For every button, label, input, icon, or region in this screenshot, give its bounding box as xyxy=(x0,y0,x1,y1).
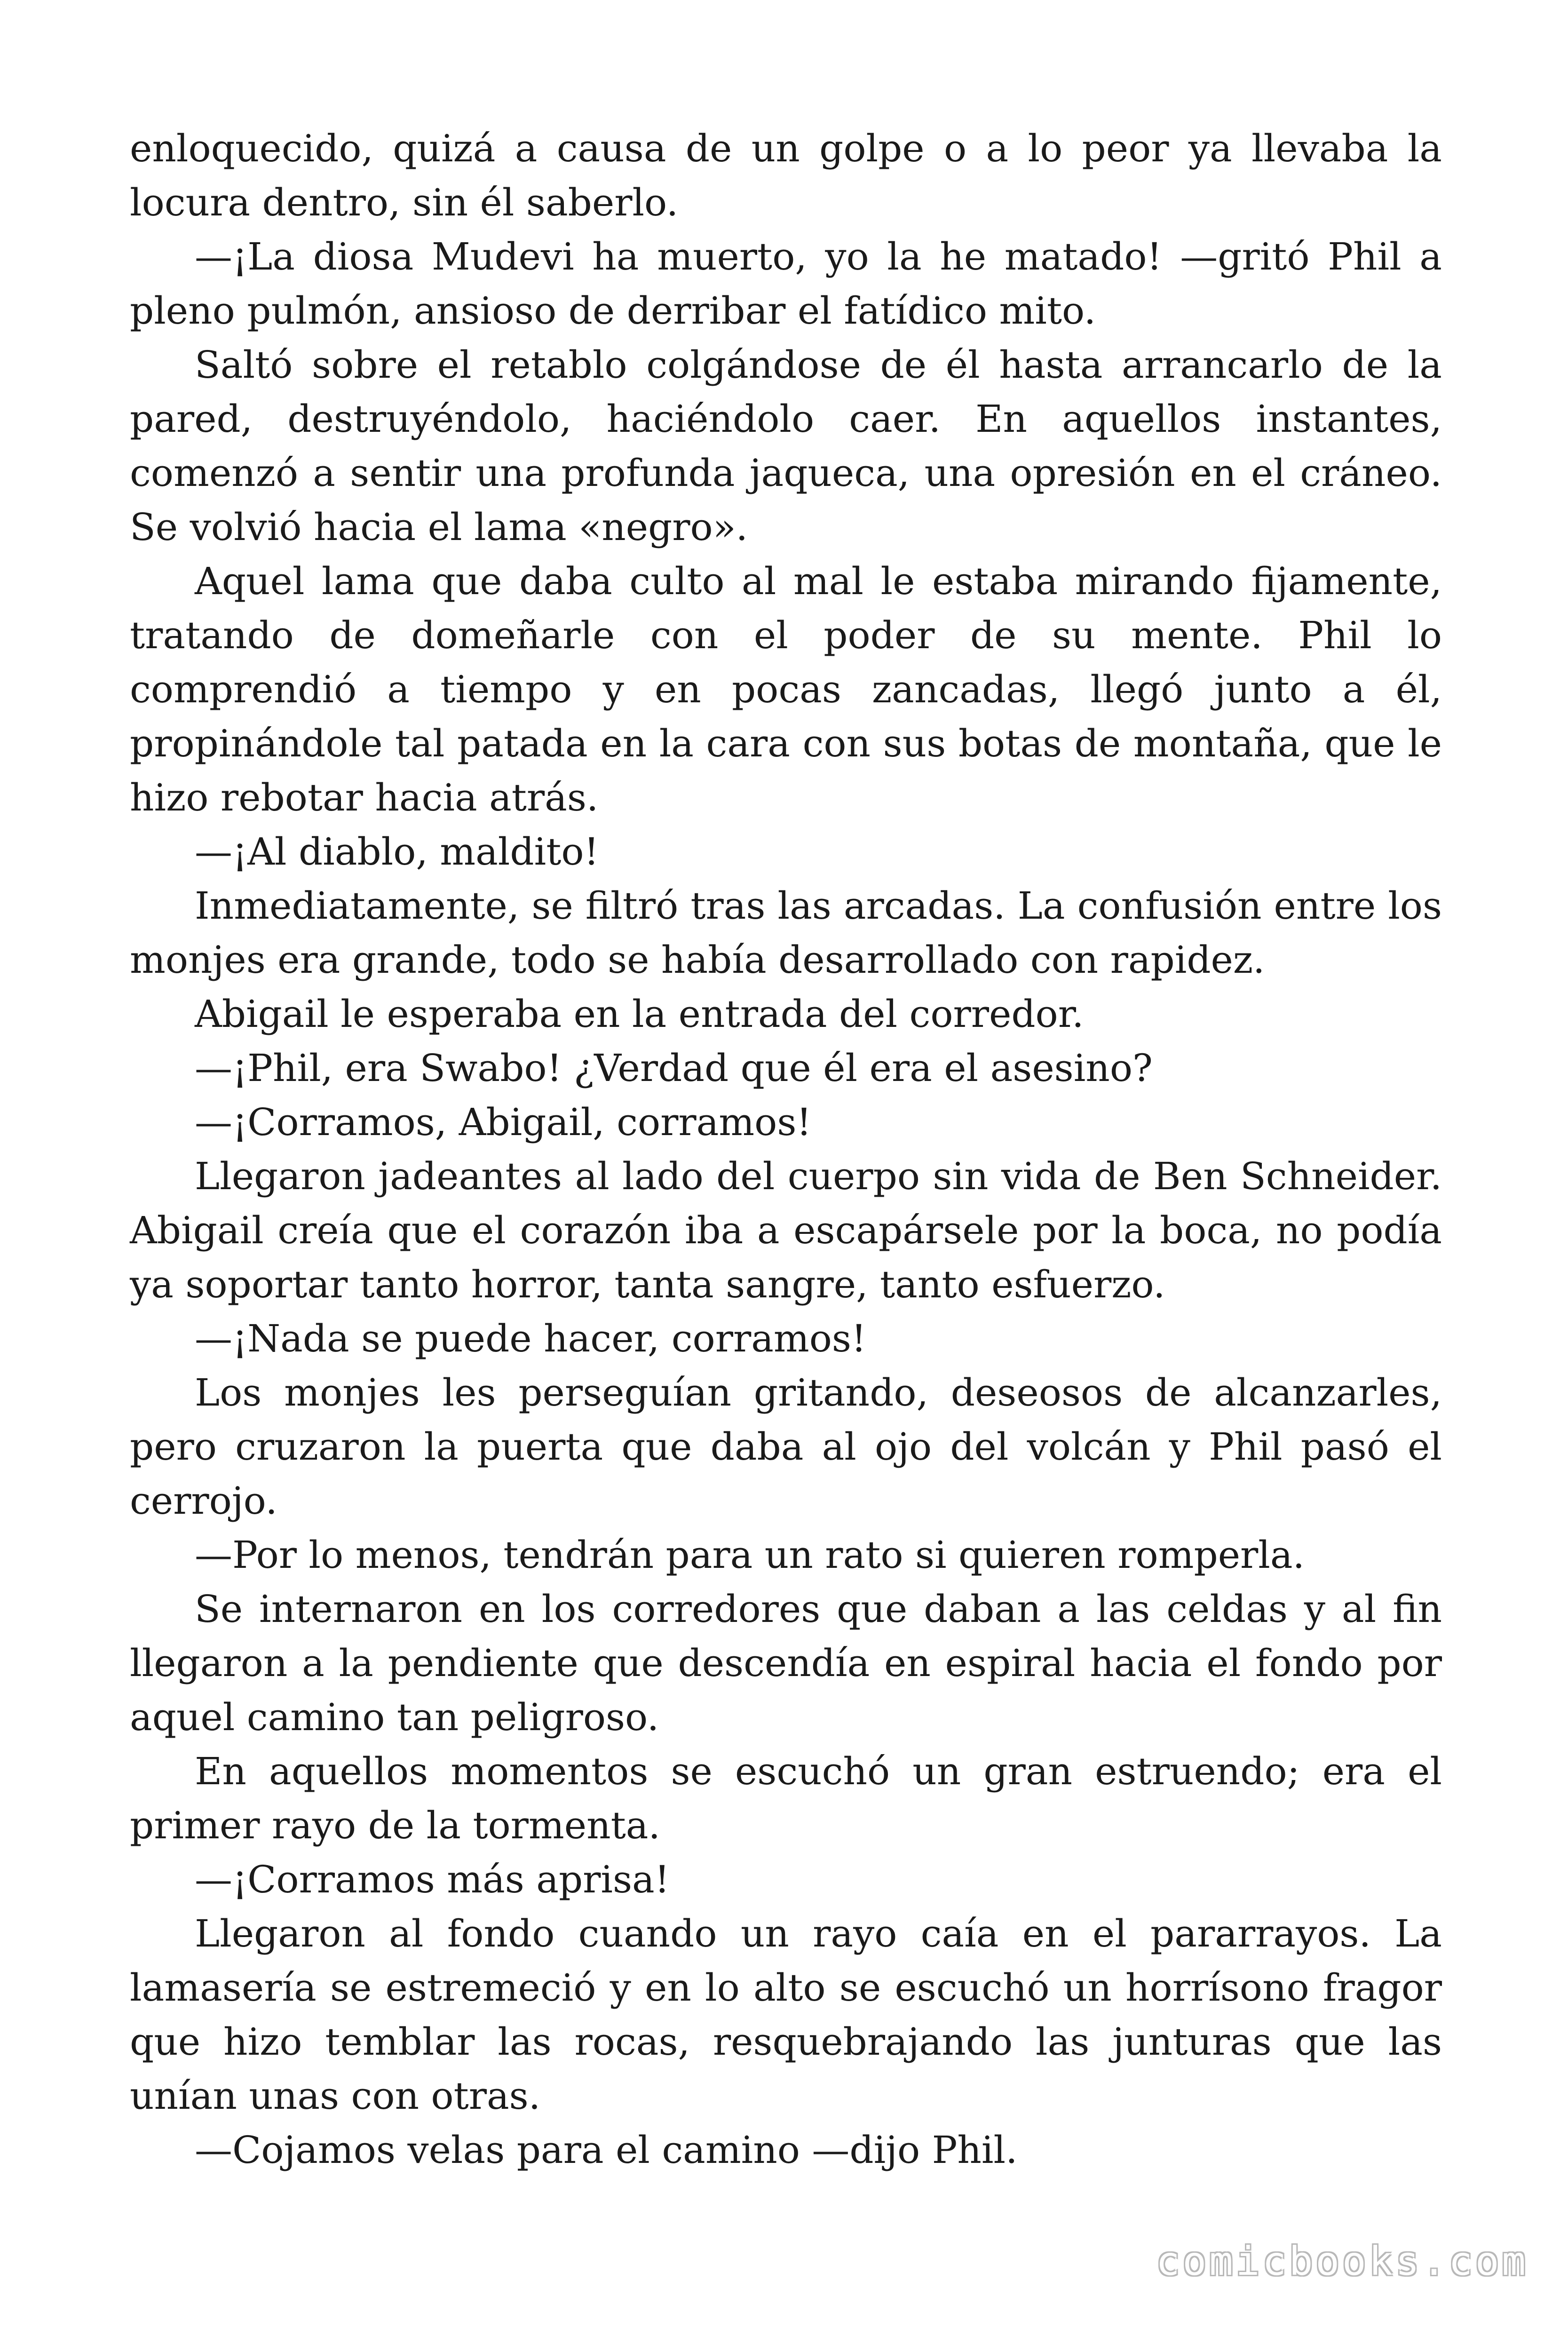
book-page-text xyxy=(130,121,1442,2177)
paragraph: Abigail le esperaba en la entrada del corredor. xyxy=(195,992,1084,1036)
paragraph: Aquel lama que daba culto al mal le estaba mirando fijamente, tratando de domeñarle con el poder de su mente. Phil lo comprendió a tiempo y en pocas zancadas, llegó junto a él, propinándole tal patada en la cara con sus botas de montaña, que le hizo rebotar hacia atrás. xyxy=(130,559,1442,819)
paragraph: —¡Corramos, Abigail, corramos! xyxy=(195,1100,812,1144)
paragraph: Llegaron jadeantes al lado del cuerpo sin vida de Ben Schneider. Abigail creía que el corazón iba a escapársele por la boca, no podía ya soportar tanto horror, tanta sangre, tanto esfuerzo. xyxy=(130,1154,1442,1306)
paragraph: En aquellos momentos se escuchó un gran estruendo; era el primer rayo de la tormenta. xyxy=(130,1749,1442,1847)
paragraph: —¡Corramos más aprisa! xyxy=(195,1858,670,1901)
paragraph: —Cojamos velas para el camino —dijo Phil. xyxy=(195,2128,1018,2172)
watermark: comicbooks.com xyxy=(1156,2238,1528,2284)
paragraph: —¡Nada se puede hacer, corramos! xyxy=(195,1317,867,1360)
paragraph: Inmediatamente, se filtró tras las arcadas. La confusión entre los monjes era grande, todo se había desarrollado con rapidez. xyxy=(130,884,1442,982)
paragraph: Se internaron en los corredores que daban a las celdas y al fin llegaron a la pendiente que descendía en espiral hacia el fondo por aquel camino tan peligroso. xyxy=(130,1587,1442,1739)
paragraph: —¡Phil, era Swabo! ¿Verdad que él era el asesino? xyxy=(195,1046,1153,1090)
paragraph: —¡La diosa Mudevi ha muerto, yo la he matado! —gritó Phil a pleno pulmón, ansioso de derribar el fatídico mito. xyxy=(130,235,1442,333)
paragraph: enloquecido, quizá a causa de un golpe o a lo peor ya llevaba la locura dentro, sin él saberlo. xyxy=(130,127,1442,224)
paragraph: —Por lo menos, tendrán para un rato si quieren romperla. xyxy=(195,1533,1305,1577)
paragraph: Llegaron al fondo cuando un rayo caía en el pararrayos. La lamasería se estremeció y en lo alto se escuchó un horrísono fragor que hizo temblar las rocas, resquebrajando las junturas que las unían unas con otras. xyxy=(130,1912,1442,2118)
paragraph: Saltó sobre el retablo colgándose de él hasta arrancarlo de la pared, destruyéndolo, haciéndolo caer. En aquellos instantes, comenzó a sentir una profunda jaqueca, una opresión en el cráneo. Se volvió hacia el lama «negro». xyxy=(130,343,1442,549)
paragraph: Los monjes les perseguían gritando, deseosos de alcanzarles, pero cruzaron la puerta que daba al ojo del volcán y Phil pasó el cerrojo. xyxy=(130,1371,1442,1523)
paragraph: —¡Al diablo, maldito! xyxy=(195,830,599,874)
